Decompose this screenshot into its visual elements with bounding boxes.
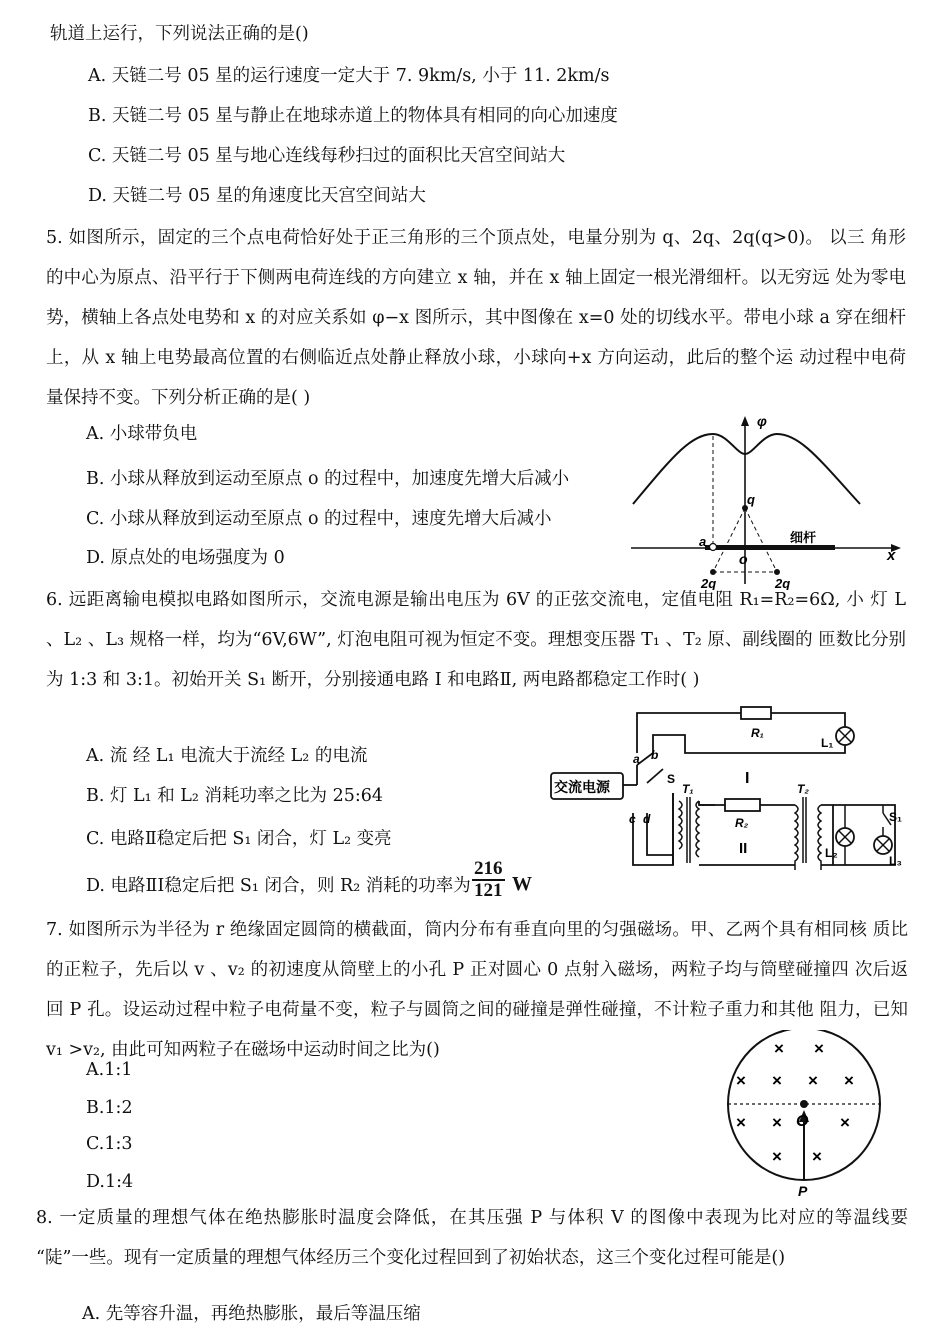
field-markers — [736, 1039, 854, 1166]
transformer-t2 — [795, 797, 821, 870]
q6-stem: 6. 远距离输电模拟电路如图所示，交流电源是输出电压为 6V 的正弦交流电，定值电阻 R₁=R₂=6Ω, 小 灯 L 、L₂ 、L₃ 规格一样，均为“6V,6W”, 灯泡电阻可视为恒定不变。理想变压器 T₁ 、T₂ 原、副线圈的 匝数比分别为 1:3 和 3:1。初始开关 S₁ 断开，分别接通电路 I 和电路Ⅱ, 两电路都稳定工作时( ) — [46, 590, 906, 690]
q8-option-a: A. 先等容升温，再绝热膨胀，最后等温压缩 — [82, 1304, 421, 1324]
power-numerator: 216 — [474, 858, 503, 879]
ball-label: a — [699, 534, 707, 549]
q7-option-c: C.1:3 — [86, 1134, 133, 1154]
origin-label: o — [739, 551, 748, 567]
q5-potential-figure — [625, 412, 910, 590]
q7-field-figure — [722, 1030, 888, 1200]
center-label: O — [796, 1113, 809, 1130]
field-x-marker: × — [736, 1071, 746, 1090]
q5-option-c: C. 小球从释放到运动至原点 o 的过程中，速度先增大后减小 — [86, 509, 552, 529]
q5-option-d: D. 原点处的电场强度为 0 — [86, 548, 285, 568]
q5-option-a: A. 小球带负电 — [86, 424, 198, 444]
s1-label: S₁ — [889, 810, 902, 824]
ball-a — [710, 544, 717, 551]
q6-option-b: B. 灯 L₁ 和 L₂ 消耗功率之比为 25:64 — [86, 786, 384, 806]
rod — [705, 545, 835, 550]
right-charge-label: 2q — [775, 576, 791, 590]
switch-s-label: S — [667, 772, 676, 786]
power-fraction — [472, 859, 505, 901]
q7-option-d: D.1:4 — [86, 1172, 134, 1192]
t2-label: T₂ — [797, 782, 809, 796]
q7-option-b: B.1:2 — [86, 1098, 133, 1118]
field-x-marker: × — [772, 1113, 782, 1132]
phi-label: φ — [757, 413, 767, 429]
rod-label: 细杆 — [790, 530, 817, 545]
charge-right — [774, 569, 780, 575]
q7-stem: 7. 如图所示为半径为 r 绝缘固定圆筒的横截面，筒内分布有垂直向里的匀强磁场。甲、乙两个具有相同核 质比的正粒子，先后以 v 、v₂ 的初速度从筒壁上的小孔 P 正对圆心 0 点射入磁场，两粒子均与筒壁碰撞四 次后返回 P 孔。设运动过程中粒子电荷量不变，粒子与圆筒之间的碰撞是弹性碰撞，不计粒子重力和其他 阻力，已知 v₁ >v₂, 由此可知两粒子在磁场中运动时间之比为() — [46, 920, 908, 1060]
q8-stem: 8. 一定质量的理想气体在绝热膨胀时温度会降低，在其压强 P 与体积 V 的图像中表现为比对应的等温线要 “陡”一些。现有一定质量的理想气体经历三个变化过程回到了初始状态，这三个变化过程可能是() — [36, 1208, 908, 1268]
power-denominator: 121 — [474, 880, 503, 901]
q4-option-d: D. 天链二号 05 星的角速度比天宫空间站大 — [88, 186, 426, 206]
hole-label: P — [798, 1183, 808, 1199]
q6-option-d: D. 电路ⅡⅠ稳定后把 S₁ 闭合，则 R₂ 消耗的功率为 — [86, 876, 471, 896]
q4-option-c: C. 天链二号 05 星与地心连线每秒扫过的面积比天宫空间站大 — [88, 146, 566, 166]
field-x-marker: × — [814, 1039, 824, 1058]
field-x-marker: × — [774, 1039, 784, 1058]
l1-label: L₁ — [821, 736, 834, 750]
circuit1-label: I — [745, 770, 750, 787]
x-label: x — [887, 547, 896, 564]
q6-circuit-figure — [545, 705, 905, 870]
field-x-marker: × — [812, 1147, 822, 1166]
q4-stem-tail: 轨道上运行，下列说法正确的是() — [50, 24, 309, 44]
r1-label: R₁ — [751, 726, 764, 740]
field-x-marker: × — [808, 1071, 818, 1090]
resistor-r2 — [725, 799, 760, 811]
q4-option-b: B. 天链二号 05 星与静止在地球赤道上的物体具有相同的向心加速度 — [88, 106, 618, 126]
field-x-marker: × — [772, 1147, 782, 1166]
q4-option-a: A. 天链二号 05 星的运行速度一定大于 7. 9km/s, 小于 11. 2km/s — [88, 66, 610, 86]
terminal-b: b — [651, 748, 659, 762]
q6-option-a: A. 流 经 L₁ 电流大于流经 L₂ 的电流 — [86, 746, 368, 766]
r2-label: R₂ — [735, 816, 749, 830]
center-point — [800, 1100, 808, 1108]
l3-label: L₃ — [889, 854, 902, 868]
power-unit: W — [512, 873, 532, 895]
field-x-marker: × — [736, 1113, 746, 1132]
terminal-c: c — [629, 812, 636, 826]
q7-option-a: A.1:1 — [86, 1060, 133, 1080]
field-x-marker: × — [772, 1071, 782, 1090]
field-x-marker: × — [840, 1113, 850, 1132]
transformer-t1 — [679, 797, 699, 863]
charge-left — [710, 569, 716, 575]
top-charge-label: q — [747, 492, 755, 507]
q6-option-c: C. 电路Ⅱ稳定后把 S₁ 闭合，灯 L₂ 变亮 — [86, 829, 392, 849]
q5-stem: 5. 如图所示，固定的三个点电荷恰好处于正三角形的三个顶点处，电量分别为 q、2q、2q(q>0)。 以三 角形的中心为原点、沿平行于下侧两电荷连线的方向建立 x 轴，并在 x 轴上固定一根光滑细杆。以无穷远 处为零电势，横轴上各点处电势和 x 的对应关系如 φ−x 图所示，其中图像在 x=0 处的切线水平。带电小球 a 穿在细杆上，从 x 轴上电势最高位置的右侧临近点处静止释放小球，小球向+x 方向运动，此后的整个运 动过程中电荷量保持不变。下列分析正确的是( ) — [46, 228, 906, 408]
ac-source-label: 交流电源 — [554, 779, 610, 795]
q5-option-b: B. 小球从释放到运动至原点 o 的过程中，加速度先增大后减小 — [86, 469, 570, 489]
resistor-r1 — [741, 707, 771, 719]
circuit2-label: II — [739, 840, 748, 857]
l2-label: L₂ — [825, 846, 838, 860]
terminal-d: d — [643, 812, 651, 826]
left-charge-label: 2q — [701, 576, 717, 590]
terminal-a: a — [633, 752, 640, 766]
t1-label: T₁ — [682, 782, 694, 796]
field-x-marker: × — [844, 1071, 854, 1090]
